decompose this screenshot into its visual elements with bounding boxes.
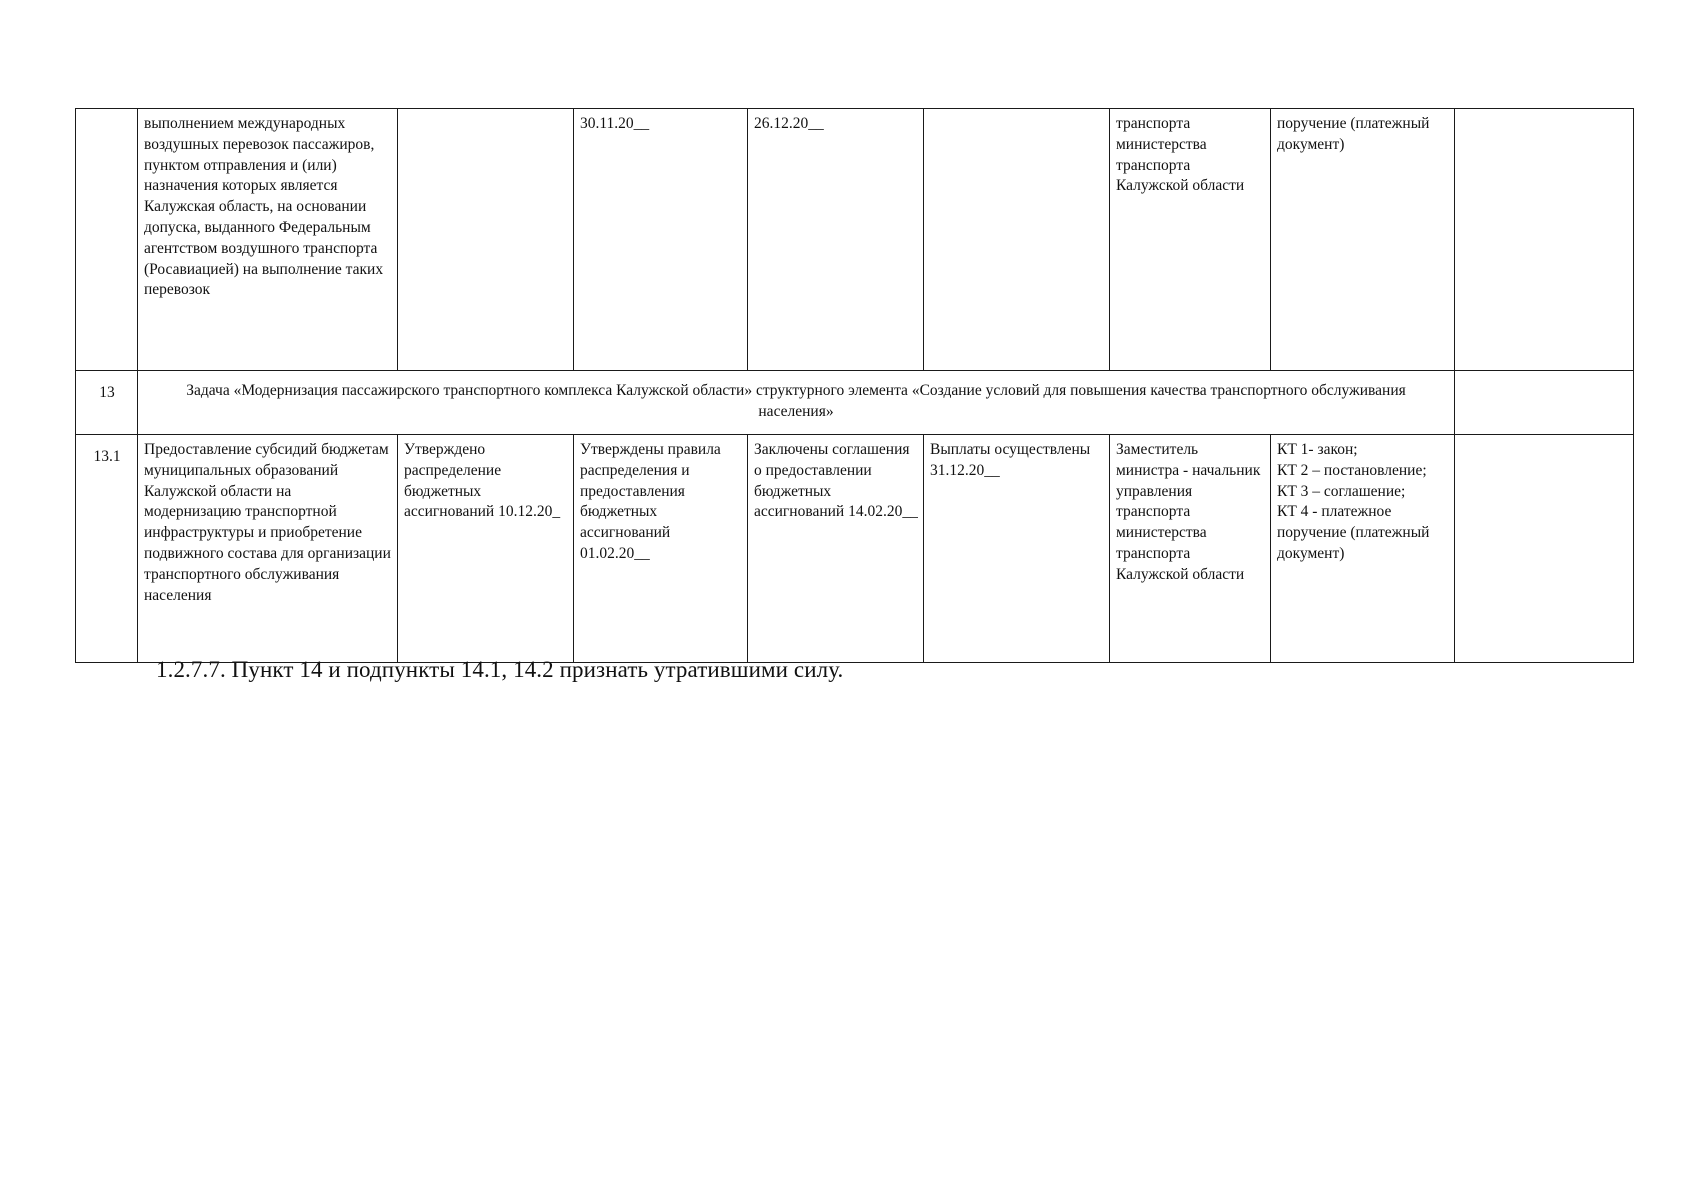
control-point-3-text: 26.12.20__ xyxy=(754,115,824,132)
cell-control-point-4 xyxy=(924,109,1110,371)
cell-control-point-4 xyxy=(924,435,1110,663)
cell-task-description xyxy=(138,371,1455,435)
cell-control-point-2 xyxy=(574,109,748,371)
task-description-text: Задача «Модернизация пассажирского транспортного комплекса Калужской области» структурного элемента «Создание условий для повышения качества транспортного обслуживания населения» xyxy=(186,382,1406,420)
event-description-text: выполнением международных воздушных перевозок пассажиров, пунктом отправления и (или) назначения которых является Калужская область, на основании допуска, выданного Федеральным агентством воздушного транспорта (Росавиацией) на выполнение таких перевозок xyxy=(144,115,384,299)
cell-document-type xyxy=(1271,109,1455,371)
document-type-text: поручение (платежный документ) xyxy=(1277,115,1430,153)
amendment-paragraph: 1.2.7.7. Пункт 14 и подпункты 14.1, 14.2 признать утратившими силу. xyxy=(156,657,844,682)
control-point-2-text: Утверждены правила распределения и предоставления бюджетных ассигнований 01.02.20__ xyxy=(580,441,721,562)
cell-responsible xyxy=(1110,435,1271,663)
cell-control-point-1 xyxy=(398,435,574,663)
cell-event-description xyxy=(138,109,398,371)
control-point-2-text: 30.11.20__ xyxy=(580,115,650,132)
cell-document-type xyxy=(1271,435,1455,663)
cell-control-point-3 xyxy=(748,109,924,371)
cell-number: 13 xyxy=(76,371,138,435)
cell-control-point-1 xyxy=(398,109,574,371)
table-row-task-13 xyxy=(76,371,1634,435)
cell-extra xyxy=(1455,435,1634,663)
cell-responsible xyxy=(1110,109,1271,371)
document-line: КТ 1- закон; xyxy=(1277,441,1358,458)
document-line: КТ 2 – постановление; xyxy=(1277,461,1427,479)
cell-control-point-2 xyxy=(574,435,748,663)
cell-number xyxy=(76,109,138,371)
control-point-3-text: Заключены соглашения о предоставлении бюджетных ассигнований 14.02.20__ xyxy=(754,441,918,521)
cell-number: 13.1 xyxy=(76,435,138,663)
table-row-continued xyxy=(76,109,1634,371)
document-line: КТ 3 – соглашение; xyxy=(1277,482,1406,500)
event-description-text: Предоставление субсидий бюджетам муниципальных образований Калужской области на модернизацию транспортной инфраструктуры и приобретение подвижного состава для организации транспортного обслуживания населения xyxy=(144,441,391,604)
implementation-plan-table xyxy=(75,108,1634,663)
responsible-text: транспорта министерства транспорта Калужской области xyxy=(1116,115,1245,195)
cell-event-description xyxy=(138,435,398,663)
cell-extra xyxy=(1455,109,1634,371)
control-point-4-text: Выплаты осуществлены 31.12.20__ xyxy=(930,441,1091,479)
cell-control-point-3 xyxy=(748,435,924,663)
document-line: КТ 4 - платежное поручение (платежный документ) xyxy=(1277,503,1430,562)
table-row-13-1 xyxy=(76,435,1634,663)
responsible-text: Заместитель министра - начальник управления транспорта министерства транспорта Калужской области xyxy=(1116,441,1261,583)
control-point-1-text: Утверждено распределение бюджетных ассигнований 10.12.20_ xyxy=(404,441,561,521)
cell-extra xyxy=(1455,371,1634,435)
